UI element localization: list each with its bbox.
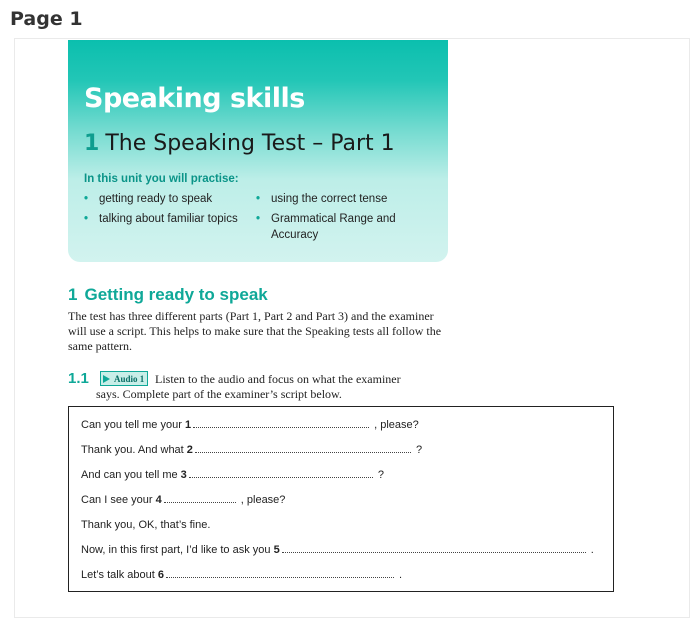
bullet-item: • talking about familiar topics	[84, 213, 238, 225]
page-label: Page 1	[10, 8, 83, 30]
section-heading	[68, 285, 268, 305]
script-line: Can I see your 4 , please?	[81, 494, 286, 506]
play-icon	[103, 375, 110, 383]
bullet-item: • getting ready to speak	[84, 193, 213, 205]
exercise-instruction-line2: says. Complete part of the examiner’s script below.	[96, 387, 342, 401]
bullet-dot-icon: •	[84, 213, 89, 225]
answer-blank[interactable]	[166, 576, 394, 578]
blank-number: 4	[155, 494, 162, 506]
test-title-text: The Speaking Test – Part 1	[105, 131, 395, 156]
script-line: Now, in this first part, I’d like to ask you 5 .	[81, 544, 594, 556]
answer-blank[interactable]	[195, 451, 411, 453]
script-line: Thank you. And what 2 ?	[81, 444, 423, 456]
answer-blank[interactable]	[282, 551, 586, 553]
test-number: 1	[84, 131, 100, 156]
script-line: Thank you, OK, that’s fine.	[81, 519, 211, 531]
blank-number: 6	[157, 569, 164, 581]
practise-title: In this unit you will practise:	[84, 173, 239, 185]
audio-label: Audio 1	[114, 374, 145, 384]
unit-title: Speaking skills	[84, 83, 305, 114]
blank-number: 1	[184, 419, 192, 431]
answer-blank[interactable]	[189, 476, 373, 478]
answer-blank[interactable]	[193, 426, 369, 428]
exercise-instruction-line1: Listen to the audio and focus on what the examiner	[155, 372, 401, 386]
section-number: 1	[68, 285, 78, 304]
intro-paragraph: The test has three different parts (Part 1, Part 2 and Part 3) and the examiner will use a script. This helps to make sure that the Speaking tests all follow the same pattern.	[68, 309, 442, 353]
script-line: And can you tell me 3 ?	[81, 469, 384, 481]
script-line: Can you tell me your 1 , please?	[81, 419, 419, 431]
audio-button[interactable]	[100, 371, 148, 386]
answer-blank[interactable]	[164, 501, 236, 503]
test-title	[84, 131, 395, 156]
blank-number: 2	[186, 444, 193, 456]
exercise-number: 1.1	[68, 370, 89, 387]
script-box	[68, 406, 614, 592]
section-title: Getting ready to speak	[84, 285, 268, 304]
bullet-item: • Grammatical Range and Accuracy	[256, 213, 396, 241]
unit-header-box	[68, 40, 448, 262]
bullet-dot-icon: •	[256, 213, 261, 225]
blank-number: 5	[273, 544, 280, 556]
script-line: Let’s talk about 6 .	[81, 569, 403, 581]
blank-number: 3	[180, 469, 187, 481]
bullet-dot-icon: •	[256, 193, 261, 205]
bullet-dot-icon: •	[84, 193, 89, 205]
bullet-item: • using the correct tense	[256, 193, 388, 205]
